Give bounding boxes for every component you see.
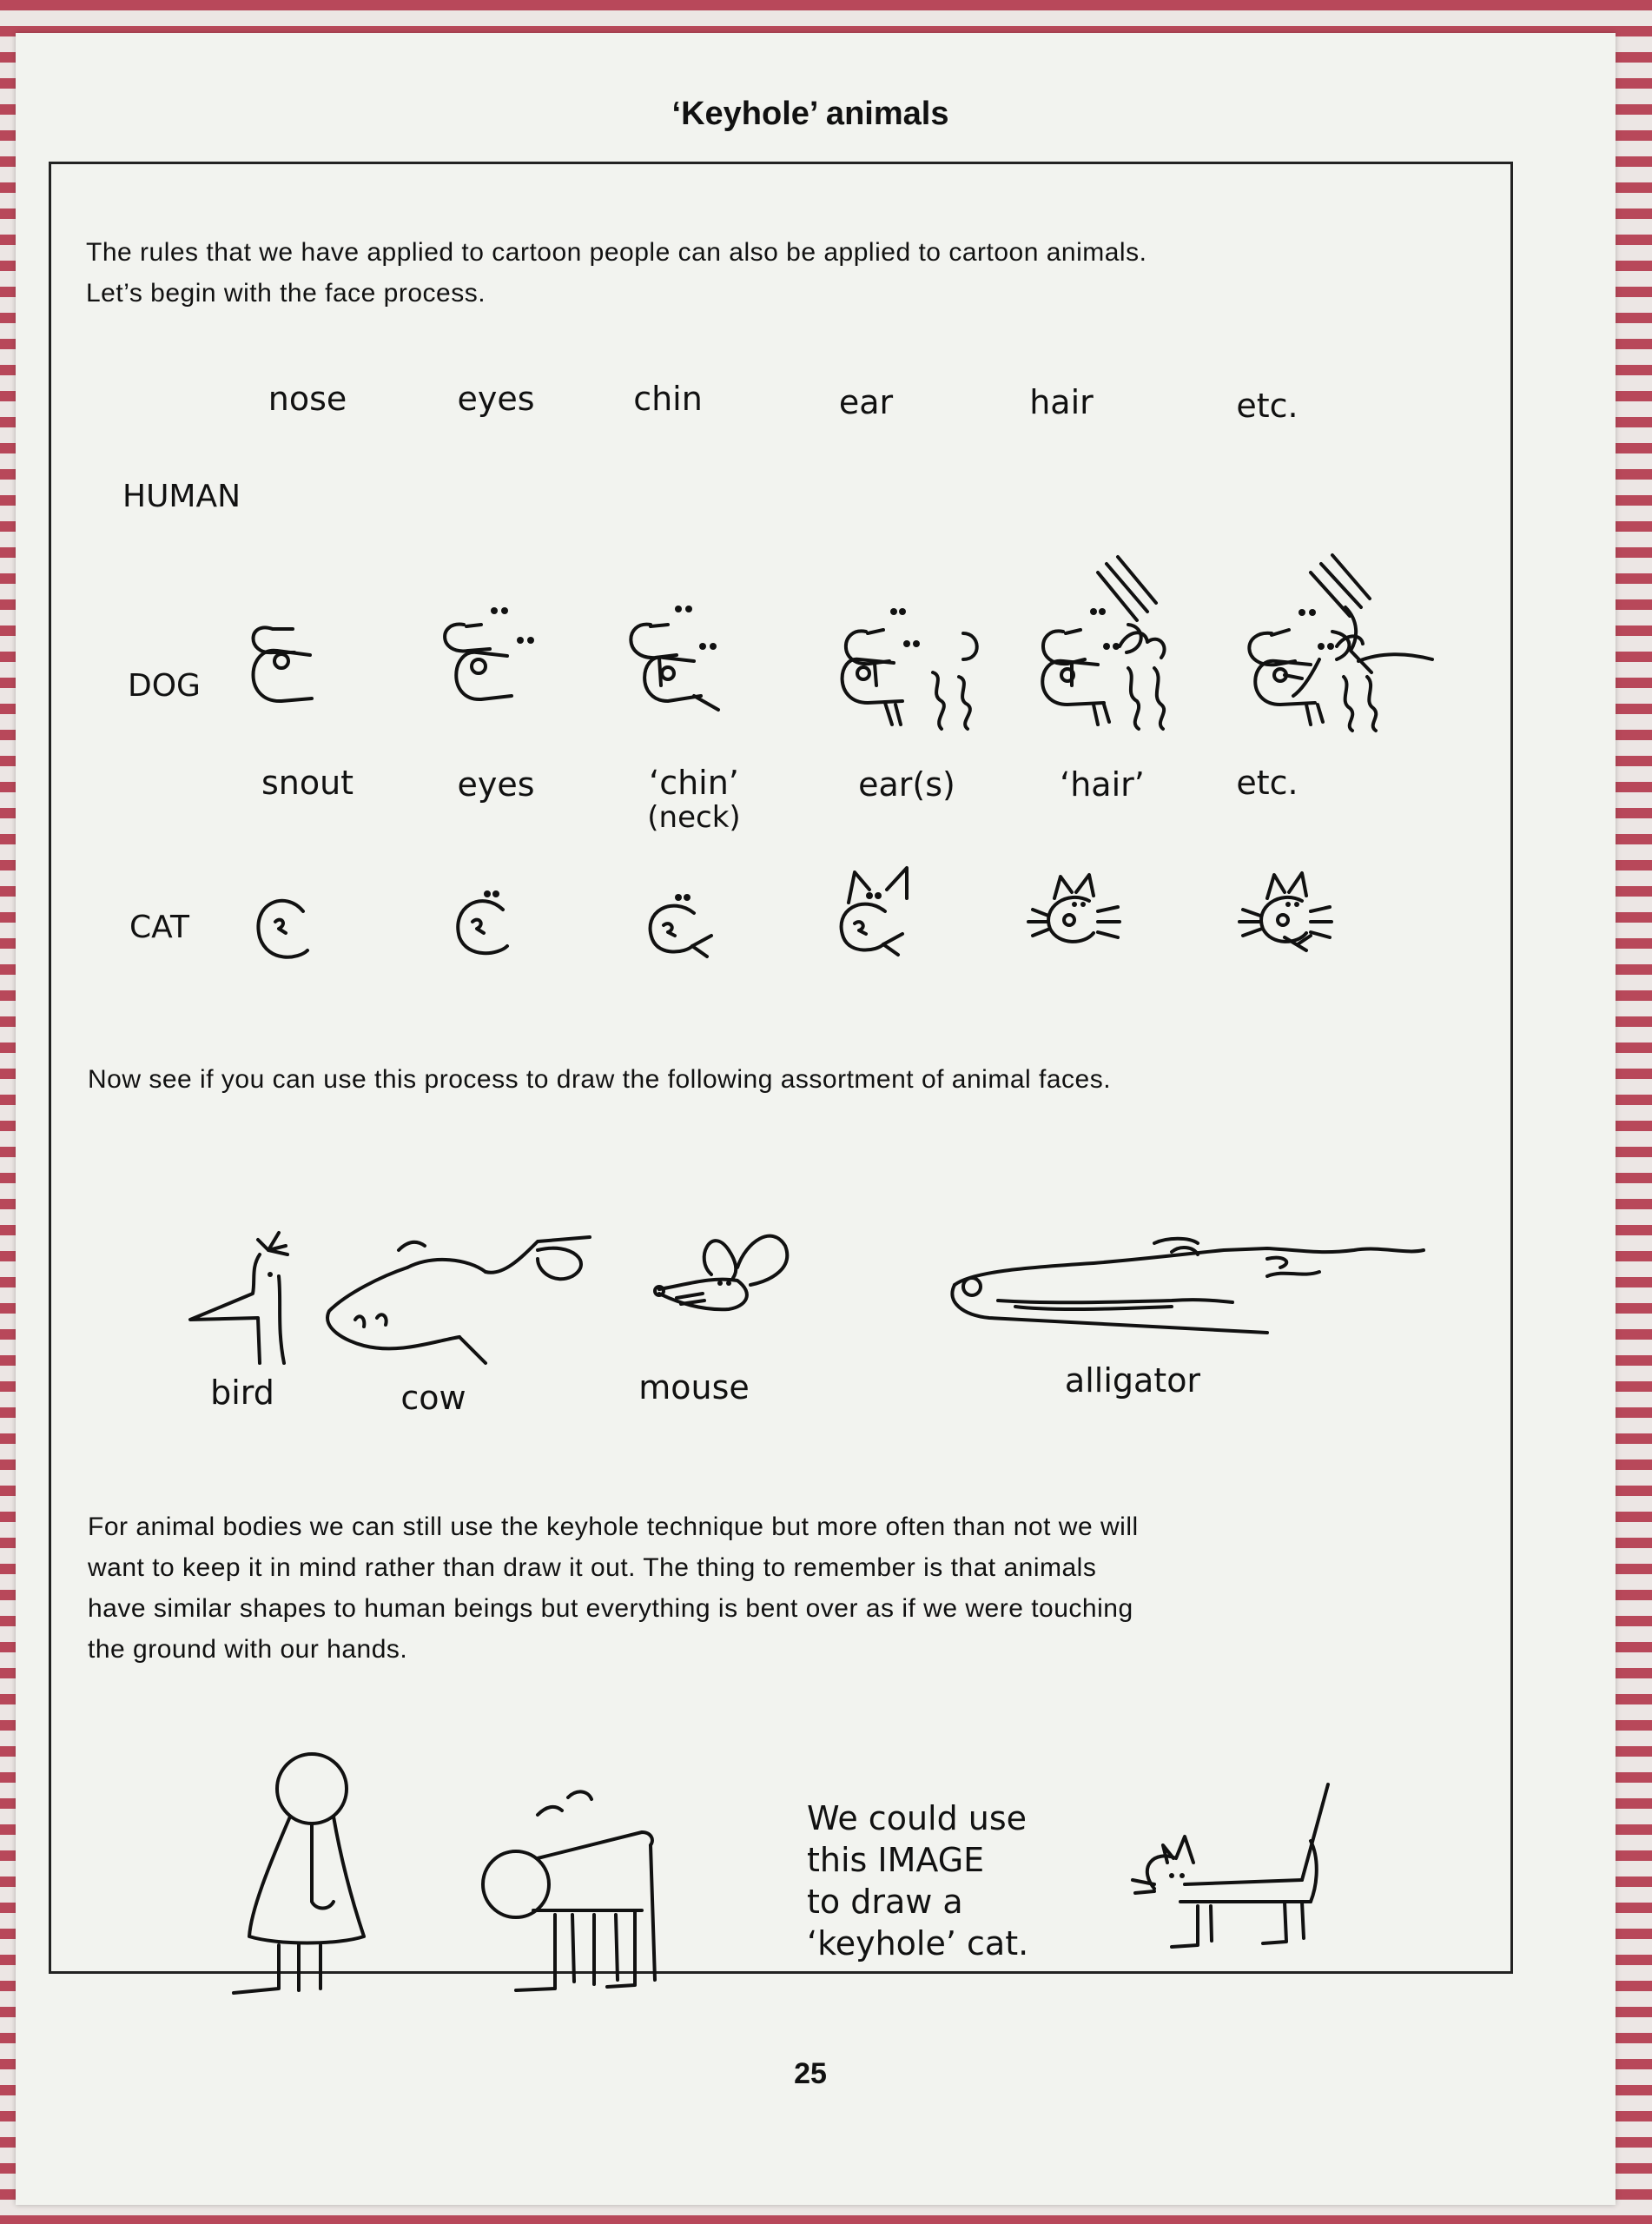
row-label-human: HUMAN: [122, 479, 241, 514]
bodies-line-3: have similar shapes to human beings but everything is bent over as if we were touching: [88, 1594, 1133, 1623]
animal-label-mouse: mouse: [638, 1368, 750, 1407]
cat-step-ears-drawing: [842, 868, 907, 955]
mouse-drawing: [655, 1236, 787, 1310]
step-label-ears: ear(s): [858, 765, 955, 804]
step-label-cat-eyes: eyes: [457, 765, 535, 804]
dog-step-ear-drawing: [843, 640, 970, 729]
cat-step-hair-drawing: [1028, 875, 1120, 942]
dog-step-chin-drawing: [644, 643, 718, 710]
cow-drawing: [327, 1237, 590, 1363]
intro-line-2: Let’s begin with the face process.: [86, 279, 486, 308]
animal-label-alligator: alligator: [1064, 1361, 1201, 1400]
step-label-snout: snout: [261, 764, 354, 802]
caption-line-3: to draw a: [807, 1883, 963, 1921]
dog-face-sequence: [51, 599, 1441, 772]
page-title: ‘Keyhole’ animals: [671, 96, 949, 132]
dog-step-eyes-drawing: [456, 637, 534, 699]
cat-step-eyes-drawing: [458, 890, 507, 953]
step-label-cat-chin: ‘chin’: [649, 764, 739, 802]
book-page: [16, 33, 1616, 2205]
intro-line-1: The rules that we have applied to cartoon people can also be applied to cartoon animals.: [86, 238, 1147, 267]
step-label-cat-neck: (neck): [647, 800, 741, 835]
dog-step-hair-drawing: [1042, 632, 1164, 729]
dog-step-nose-drawing: [254, 651, 313, 701]
cat-step-chin-drawing: [651, 894, 711, 956]
step-label-hair: hair: [1029, 383, 1094, 421]
page-number: 25: [794, 2057, 827, 2090]
alligator-drawing: [952, 1239, 1424, 1333]
step-label-ear: ear: [838, 383, 894, 421]
bodies-line-1: For animal bodies we can still use the keyhole technique but more often than not we will: [88, 1512, 1139, 1541]
step-label-chin: chin: [633, 380, 703, 418]
caption-line-2: this IMAGE: [807, 1841, 985, 1879]
row-label-cat: CAT: [129, 910, 189, 945]
content-frame: [49, 162, 1513, 1974]
row-label-dog: DOG: [128, 668, 201, 704]
bird-drawing: [190, 1233, 287, 1363]
step-label-eyes: eyes: [457, 380, 535, 418]
bodies-line-2: want to keep it in mind rather than draw it out. The thing to remember is that animals: [88, 1553, 1097, 1582]
step-label-etc: etc.: [1236, 387, 1298, 425]
animal-faces-drawing: [51, 1207, 1441, 1380]
bodies-line-4: the ground with our hands.: [88, 1635, 408, 1664]
keyhole-person-drawing: [234, 1754, 364, 1993]
step-label-nose: nose: [268, 380, 347, 418]
step-label-cat-etc: etc.: [1236, 764, 1298, 802]
cat-step-snout-drawing: [258, 901, 307, 957]
caption-line-1: We could use: [807, 1799, 1028, 1837]
step-label-cat-hair: ‘hair’: [1060, 765, 1145, 804]
keyhole-bent-figure-drawing: [483, 1791, 655, 1990]
animal-label-cow: cow: [400, 1379, 466, 1417]
instruction-text: Now see if you can use this process to draw the following assortment of animal faces.: [88, 1065, 1112, 1094]
animal-label-bird: bird: [210, 1373, 274, 1412]
dog-step-etc-drawing: [1255, 636, 1432, 731]
cat-step-etc-drawing: [1239, 873, 1332, 950]
caption-line-4: ‘keyhole’ cat.: [807, 1924, 1029, 1963]
keyhole-cat-drawing: [1133, 1784, 1328, 1947]
keyhole-cat-caption: [807, 1797, 1028, 1964]
bodies-paragraph: [88, 1506, 1139, 1670]
cat-face-sequence: [51, 842, 1441, 1016]
intro-paragraph: [86, 232, 1146, 314]
keyhole-figures-drawing: [51, 1737, 1441, 2015]
